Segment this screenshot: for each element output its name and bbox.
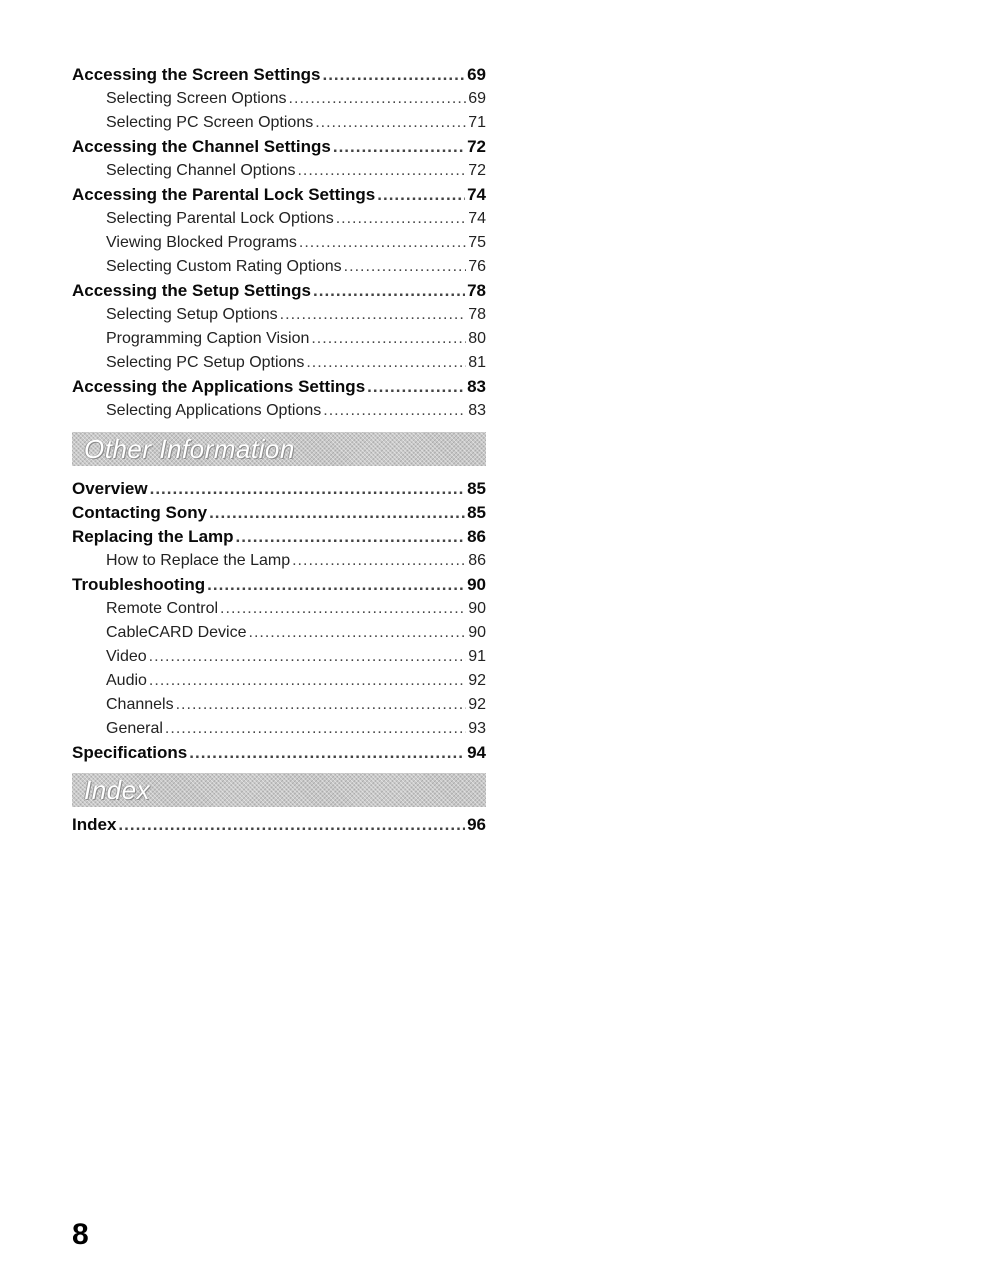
toc-entry-page: 76 (468, 258, 486, 275)
toc-entry-overview[interactable] (72, 477, 486, 501)
toc-entry-custom-rating-options[interactable] (72, 255, 486, 279)
toc-entry-page: 72 (467, 137, 486, 156)
dot-leader (150, 477, 465, 501)
section-banner-other-information (72, 432, 486, 466)
toc-entry-title: Viewing Blocked Programs (106, 234, 297, 251)
toc-entry-page: 93 (468, 720, 486, 737)
toc-entry-title: Programming Caption Vision (106, 330, 310, 347)
toc-entry-title: Accessing the Channel Settings (72, 137, 331, 156)
toc-entry-page: 78 (467, 281, 486, 300)
toc-entry-setup-settings[interactable] (72, 279, 486, 303)
toc-entry-title: Troubleshooting (72, 575, 206, 594)
dot-leader (236, 525, 466, 549)
toc-entry-title: Selecting Setup Options (106, 306, 278, 323)
dot-leader (299, 231, 466, 255)
toc-entry-title: Audio (106, 672, 147, 689)
toc-entry-screen-settings[interactable] (72, 63, 486, 87)
dot-leader (292, 549, 466, 573)
dot-leader (315, 111, 466, 135)
toc-entry-title: Selecting Applications Options (106, 402, 322, 419)
toc-entry-title: Selecting Parental Lock Options (106, 210, 334, 227)
dot-leader (344, 255, 467, 279)
toc-entry-page: 71 (468, 114, 486, 131)
toc-entry-remote-control[interactable] (72, 597, 486, 621)
toc-entry-page: 83 (468, 402, 486, 419)
dot-leader (176, 693, 467, 717)
toc-entry-title: Accessing the Parental Lock Settings (72, 185, 376, 204)
dot-leader (209, 501, 465, 525)
toc-entry-page: 69 (467, 65, 486, 84)
toc-section-settings (72, 63, 486, 423)
dot-leader (313, 279, 465, 303)
toc-entry-title: Channels (106, 696, 174, 713)
toc-entry-cablecard-device[interactable] (72, 621, 486, 645)
toc-entry-applications-settings[interactable] (72, 375, 486, 399)
toc-entry-title: Specifications (72, 743, 188, 762)
toc-entry-title: Selecting Custom Rating Options (106, 258, 342, 275)
dot-leader (149, 645, 467, 669)
toc-entry-page: 85 (467, 503, 486, 522)
dot-leader (377, 183, 465, 207)
toc-entry-page: 69 (468, 90, 486, 107)
toc-entry-applications-options[interactable] (72, 399, 486, 423)
section-banner-index (72, 773, 486, 807)
toc-entry-video[interactable] (72, 645, 486, 669)
dot-leader (289, 87, 467, 111)
toc-entry-page: 86 (468, 552, 486, 569)
toc-entry-general[interactable] (72, 717, 486, 741)
toc-entry-troubleshooting[interactable] (72, 573, 486, 597)
toc-entry-page: 80 (468, 330, 486, 347)
toc-entry-page: 72 (468, 162, 486, 179)
toc-entry-specifications[interactable] (72, 741, 486, 765)
toc-entry-page: 90 (467, 575, 486, 594)
dot-leader (118, 813, 465, 837)
toc-entry-title: Index (72, 815, 117, 834)
toc-entry-parental-lock-options[interactable] (72, 207, 486, 231)
toc-entry-title: Replacing the Lamp (72, 527, 234, 546)
toc-section-index (72, 813, 486, 837)
dot-leader (306, 351, 466, 375)
toc-section-other-information (72, 477, 486, 765)
toc-entry-title: Selecting PC Setup Options (106, 354, 305, 371)
toc-entry-page: 92 (468, 672, 486, 689)
toc-entry-title: Selecting PC Screen Options (106, 114, 314, 131)
toc-entry-page: 74 (467, 185, 486, 204)
toc-entry-how-to-replace-lamp[interactable] (72, 549, 486, 573)
toc-entry-channel-options[interactable] (72, 159, 486, 183)
page-number: 8 (72, 1218, 89, 1251)
dot-leader (336, 207, 467, 231)
toc-entry-parental-lock-settings[interactable] (72, 183, 486, 207)
toc-entry-page: 83 (467, 377, 486, 396)
toc-entry-title: Accessing the Screen Settings (72, 65, 321, 84)
toc-entry-page: 85 (467, 479, 486, 498)
dot-leader (220, 597, 466, 621)
dot-leader (249, 621, 467, 645)
dot-leader (323, 399, 466, 423)
toc-entry-pc-setup-options[interactable] (72, 351, 486, 375)
toc-entry-blocked-programs[interactable] (72, 231, 486, 255)
toc-entry-page: 81 (468, 354, 486, 371)
toc-entry-title: Overview (72, 479, 148, 498)
dot-leader (297, 159, 466, 183)
toc-entry-channel-settings[interactable] (72, 135, 486, 159)
toc-entry-index[interactable] (72, 813, 486, 837)
dot-leader (207, 573, 465, 597)
toc-entry-title: Selecting Channel Options (106, 162, 296, 179)
toc-entry-page: 91 (468, 648, 486, 665)
section-banner-title: Index (84, 775, 151, 805)
toc-entry-pc-screen-options[interactable] (72, 111, 486, 135)
toc-entry-page: 75 (468, 234, 486, 251)
dot-leader (333, 135, 465, 159)
toc-entry-channels[interactable] (72, 693, 486, 717)
toc-entry-page: 90 (468, 624, 486, 641)
dot-leader (322, 63, 465, 87)
toc-entry-title: Video (106, 648, 147, 665)
toc-entry-title: Contacting Sony (72, 503, 208, 522)
toc-entry-page: 94 (467, 743, 486, 762)
toc-entry-page: 74 (468, 210, 486, 227)
toc-entry-title: Accessing the Setup Settings (72, 281, 311, 300)
toc-entry-title: Remote Control (106, 600, 219, 617)
toc-entry-title: General (106, 720, 163, 737)
section-banner-title: Other Information (84, 434, 295, 464)
toc-entry-audio[interactable] (72, 669, 486, 693)
dot-leader (311, 327, 466, 351)
toc-entry-title: CableCARD Device (106, 624, 247, 641)
dot-leader (165, 717, 466, 741)
toc-entry-page: 86 (467, 527, 486, 546)
toc-entry-caption-vision[interactable] (72, 327, 486, 351)
toc-entry-screen-options[interactable] (72, 87, 486, 111)
toc-entry-title: Selecting Screen Options (106, 90, 287, 107)
toc-entry-page: 92 (468, 696, 486, 713)
toc-entry-title: How to Replace the Lamp (106, 552, 291, 569)
dot-leader (280, 303, 467, 327)
dot-leader (149, 669, 466, 693)
toc-entry-page: 90 (468, 600, 486, 617)
toc-entry-title: Accessing the Applications Settings (72, 377, 366, 396)
toc-entry-page: 78 (468, 306, 486, 323)
toc-entry-replacing-lamp[interactable] (72, 525, 486, 549)
toc-entry-setup-options[interactable] (72, 303, 486, 327)
dot-leader (367, 375, 465, 399)
table-of-contents (72, 63, 486, 837)
toc-entry-contacting-sony[interactable] (72, 501, 486, 525)
dot-leader (189, 741, 465, 765)
toc-entry-page: 96 (467, 815, 486, 834)
